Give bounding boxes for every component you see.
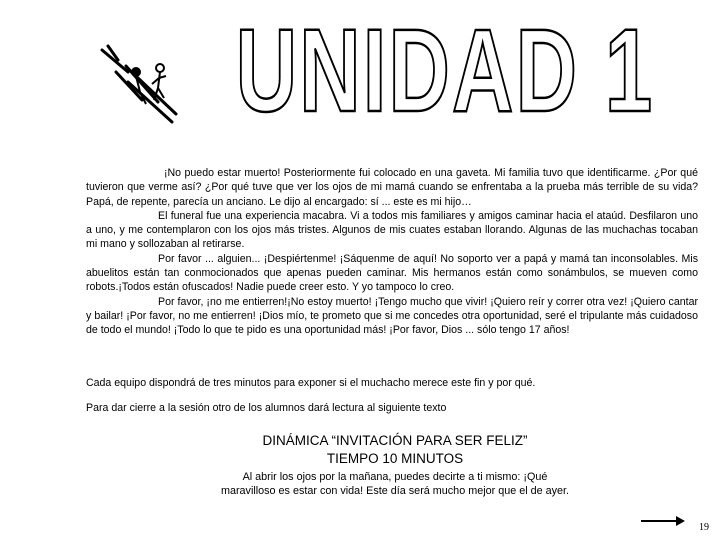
story-paragraph: ¡No puedo estar muerto! Posteriormente fui colocado en una gaveta. Mi familia tuvo que identificarme. ¿Por qué tuvieron que verme así? ¿Por qué tuve que ver los ojos de mi mamá cuando se enfrentaba a la prueba más terrible de su vida? Papá, de repente, parecía un anciano. Le dijo al encargado: sí ... este es mi hijo… <box>86 167 698 208</box>
stick-figures-logo-icon <box>98 42 180 124</box>
page-number: 19 <box>699 522 709 533</box>
instruction-paragraph: Para dar cierre a la sesión otro de los alumnos dará lectura al siguiente texto <box>86 402 447 414</box>
right-arrow-icon[interactable] <box>640 514 686 528</box>
story-paragraph: Por favor, ¡no me entierren!¡No estoy muerto! ¡Tengo mucho que vivir! ¡Quiero reír y correr otra vez! ¡Quiero cantar y bailar! ¡Por favor, no me entierren! ¡Dios mío, te prometo que si me concedes otra oportunidad, seré el tripulante más cuidadoso de todo el mundo! ¡Todo lo que te pido es una oportunidad más! ¡Por favor, Dios ... sólo tengo 17 años! <box>86 295 698 337</box>
dynamic-body: Al abrir los ojos por la mañana, puedes decirte a ti mismo: ¡Qué maravilloso es estar con vida! Este día será mucho mejor que el de ayer. <box>220 471 570 497</box>
story-paragraph: El funeral fue una experiencia macabra. Vi a todos mis familiares y amigos caminar hacia el ataúd. Desfilaron uno a uno, y me contemplaron con los ojos más tristes. Algunos de mis cuates estaban llorando. Algunas de las muchachas tocaban mi mano y sollozaban al retirarse. <box>86 209 698 251</box>
dynamic-title: DINÁMICA “INVITACIÓN PARA SER FELIZ” <box>262 433 528 448</box>
story-paragraph: Por favor ... alguien... ¡Despiértenme! ¡Sáquenme de aquí! No soporto ver a papá y mamá tan inconsolables. Mis abuelitos están tan conmocionados que apenas pueden caminar. Mis hermanos están como sonámbulos, se mueven como robots.¡Todos están ofuscados! Nadie puede creer esto. Y yo tampoco lo creo. <box>86 252 698 294</box>
instruction-paragraph: Cada equipo dispondrá de tres minutos para exponer si el muchacho merece este fin y por qué. <box>86 377 536 389</box>
dynamic-heading <box>200 432 590 468</box>
page-title: UNIDAD 1 <box>235 4 655 137</box>
dynamic-subtitle: TIEMPO 10 MINUTOS <box>326 451 464 466</box>
story-text <box>86 166 698 338</box>
